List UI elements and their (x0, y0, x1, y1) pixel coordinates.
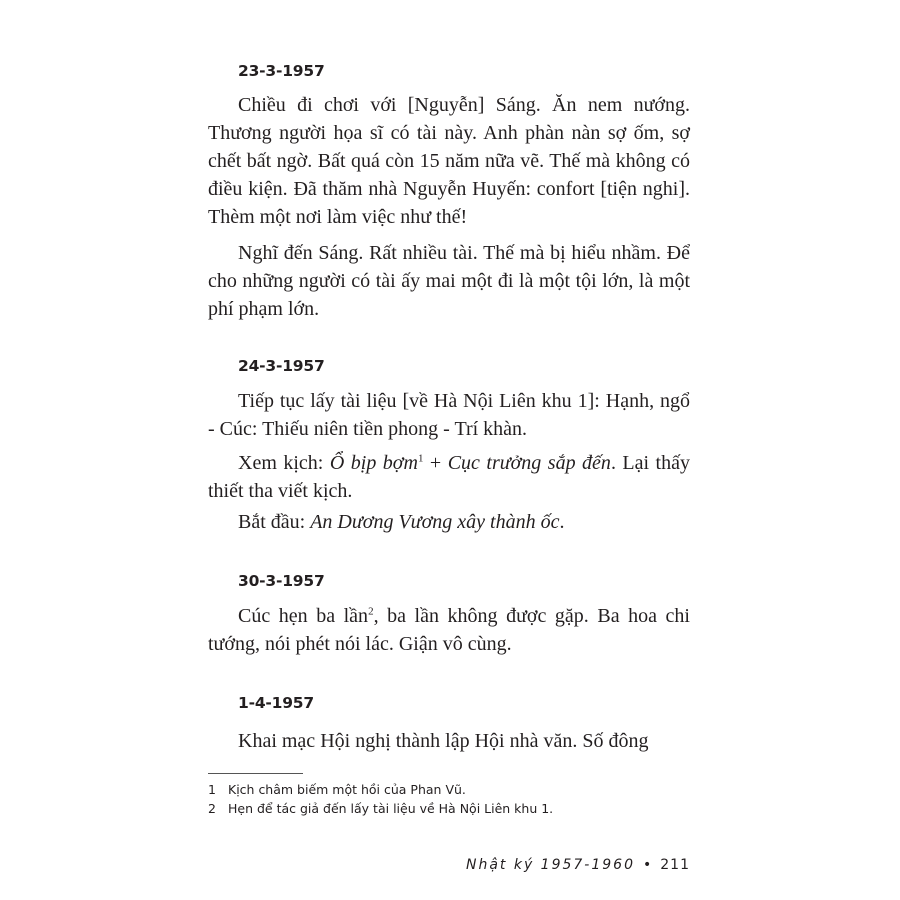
footnote-ref-2[interactable]: 2 (368, 605, 374, 618)
entry-paragraph (208, 387, 690, 443)
page-number: 211 (660, 857, 690, 873)
footnote-1: 1 Kịch châm biếm một hồi của Phan Vũ. (208, 782, 466, 797)
entry-date-23-3-1957: 23-3-1957 (238, 62, 325, 80)
entry-date-1-4-1957: 1-4-1957 (238, 694, 314, 712)
paragraph-text: Khai mạc Hội nghị thành lập Hội nhà văn. Số đông (238, 730, 649, 752)
paragraph-text: Nghĩ đến Sáng. Rất nhiều tài. Thế mà bị hiểu nhầm. Để cho những người có tài ấy mai một đi là một tội lớn, là một phí phạm lớn. (208, 242, 690, 320)
running-footer (466, 857, 690, 873)
footnote-ref-1[interactable]: 1 (417, 452, 424, 465)
footnote-2: 2 Hẹn để tác giả đến lấy tài liệu về Hà Nội Liên khu 1. (208, 801, 554, 816)
entry-paragraph (208, 239, 690, 323)
entry-date-24-3-1957: 24-3-1957 (238, 357, 325, 375)
book-title: Nhật ký 1957-1960 (465, 857, 635, 873)
entry-paragraph (208, 727, 690, 755)
paragraph-text: Chiều đi chơi với [Nguyễn] Sáng. Ăn nem nướng. Thương người họa sĩ có tài này. Anh phàn nàn sợ ốm, sợ chết bất ngờ. Bất quá còn 15 năm nữa vẽ. Thế mà không có điều kiện. Đã thăm nhà Nguyễn Huyến: confort [tiện nghi]. Thèm một nơi làm việc như thế! (208, 94, 690, 228)
play-title: Ổ bịp bợm (329, 452, 418, 474)
entry-date-30-3-1957: 30-3-1957 (238, 572, 325, 590)
work-title: An Dương Vương xây thành ốc (310, 511, 560, 533)
bullet-separator: • (643, 857, 653, 873)
paragraph-text: Tiếp tục lấy tài liệu [về Hà Nội Liên khu 1]: Hạnh, ngổ - Cúc: Thiếu niên tiền phong - Trí khàn. (208, 390, 690, 440)
footnote-divider (208, 773, 303, 774)
entry-paragraph (208, 91, 690, 231)
play-title: Cục trưởng sắp đến (447, 452, 611, 474)
entry-paragraph: Cúc hẹn ba lần$^2$, ba lần không được gặp. Ba hoa chi tướng, nói phét nói lác. Giận vô cùng. (208, 605, 690, 655)
entry-paragraph: Bắt đầu: An Dương Vương xây thành ốc. (238, 511, 565, 533)
entry-paragraph: Xem kịch: Ổ bịp bợm$^1$ + Cục trưởng sắp đến. Lại thấy thiết tha viết kịch. (208, 452, 690, 502)
